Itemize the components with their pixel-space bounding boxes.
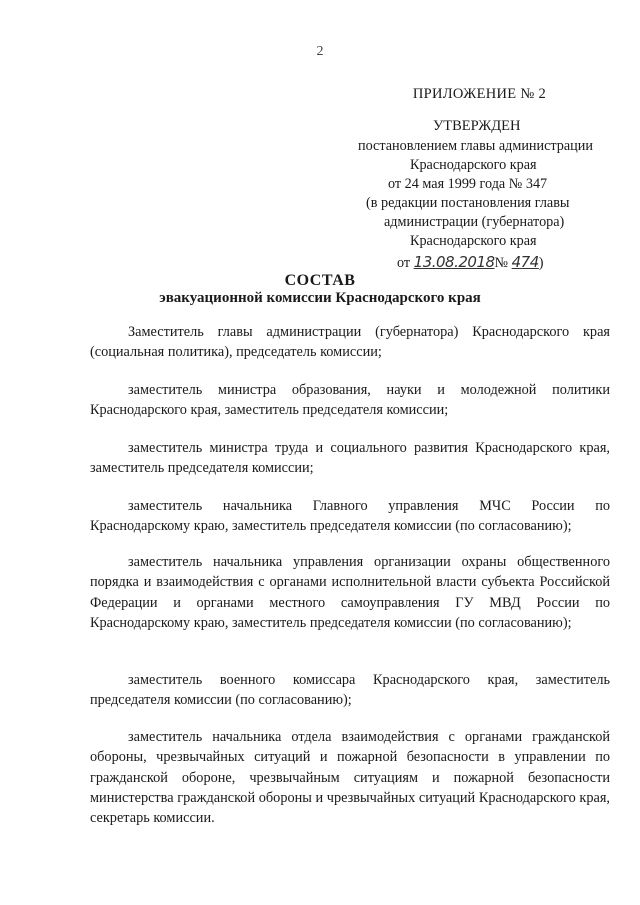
approval-line-3: от 24 мая 1999 года № 347 — [388, 176, 548, 192]
member-paragraph-3: заместитель министра труда и социального развития Краснодарского края, заместитель председателя комиссии; — [90, 440, 610, 477]
member-paragraph-2: заместитель министра образования, науки и молодежной политики Краснодарского края, заместитель председателя комиссии; — [90, 382, 610, 419]
approval-line-5: администрации (губернатора) — [384, 214, 565, 230]
approval-line-1: постановлением главы администрации — [358, 138, 593, 154]
date-prefix: от — [397, 255, 411, 271]
handwritten-date: 13.08.2018 — [413, 253, 495, 271]
closing-paren: ) — [538, 255, 544, 271]
member-paragraph-4: заместитель начальника Главного управления МЧС России по Краснодарскому краю, заместитель председателя комиссии (по согласованию); — [90, 498, 610, 535]
member-paragraph-6: заместитель военного комиссара Краснодарского края, заместитель председателя комиссии (по согласованию); — [90, 672, 610, 709]
number-prefix: № — [494, 255, 509, 271]
handwritten-number: 474 — [511, 253, 539, 271]
approval-date-line — [397, 253, 544, 272]
page-number: 2 — [316, 44, 324, 59]
approved-label: УТВЕРЖДЕН — [433, 118, 521, 134]
appendix-label: ПРИЛОЖЕНИЕ № 2 — [412, 86, 546, 102]
approval-line-6: Краснодарского края — [410, 233, 537, 249]
member-paragraph-7: заместитель начальника отдела взаимодействия с органами гражданской обороны, чрезвычайных ситуаций и пожарной безопасности в управлении по гражданской обороне, чрезвычайным ситуациям и пожарной безопасности министерства гражданской обороны и чрезвычайных ситуаций Краснодарского края, секретарь комиссии. — [90, 729, 610, 827]
document-subtitle: эвакуационной комиссии Краснодарского края — [159, 290, 481, 306]
member-paragraph-5: заместитель начальника управления организации охраны общественного порядка и взаимодействия с органами исполнительной власти субъекта Российской Федерации и органами местного самоуправления ГУ МВД России по Краснодарскому краю, заместитель председателя комиссии (по согласованию); — [90, 554, 610, 631]
member-paragraph-1: Заместитель главы администрации (губернатора) Краснодарского края (социальная политика), председатель комиссии; — [90, 324, 610, 361]
approval-line-2: Краснодарского края — [410, 157, 537, 173]
approval-line-4: (в редакции постановления главы — [366, 195, 570, 211]
document-title: СОСТАВ — [284, 272, 356, 289]
